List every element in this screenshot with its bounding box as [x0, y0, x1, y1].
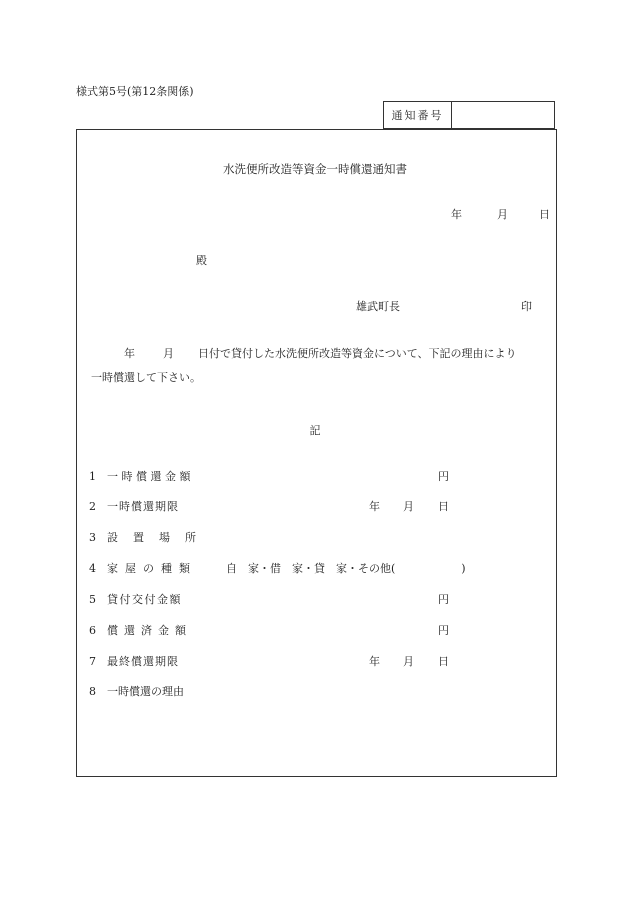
item-number: 7 [89, 655, 96, 668]
item-label: 一時償還期限 [107, 500, 179, 513]
body-year: 年 [124, 347, 135, 360]
item-label: 償還済金額 [107, 624, 192, 637]
item-number: 6 [89, 624, 96, 637]
item-day: 日 [438, 500, 449, 513]
body-line-2: 一時償還して下さい。 [91, 371, 201, 384]
item-number: 3 [89, 531, 96, 544]
seal-mark: 印 [521, 300, 532, 313]
notice-number-field[interactable] [452, 102, 554, 128]
item-number: 1 [89, 470, 96, 483]
form-number-label: 様式第5号(第12条関係) [76, 85, 194, 98]
ki-heading: 記 [309, 424, 321, 437]
item-yen: 円 [438, 593, 449, 606]
notice-number-box [383, 101, 555, 129]
item-label: 家屋の種類 [107, 562, 197, 575]
document-title: 水洗便所改造等資金一時償還通知書 [223, 162, 407, 176]
item-month: 月 [403, 500, 414, 513]
item-yen: 円 [438, 470, 449, 483]
body-month: 月 [163, 347, 174, 360]
item-number: 4 [89, 562, 96, 575]
body-text: 日付で貸付した水洗便所改造等資金について、下記の理由により [198, 347, 517, 360]
item-yen: 円 [438, 624, 449, 637]
item-label: 一時償還の理由 [107, 685, 184, 698]
item-number: 8 [89, 685, 96, 698]
document-frame [76, 129, 557, 777]
issue-date-year: 年 [451, 208, 462, 221]
body-line-1 [124, 348, 517, 359]
item-year: 年 [369, 500, 380, 513]
item-label: 最終償還期限 [107, 655, 179, 668]
item-label: 設置場所 [107, 531, 211, 544]
item-label: 貸付交付金額 [107, 593, 182, 606]
issue-date-month: 月 [497, 208, 508, 221]
notice-number-label: 通知番号 [384, 102, 452, 128]
item-label: 一時償還金額 [107, 470, 194, 483]
item-number: 2 [89, 500, 96, 513]
issuer-name: 雄武町長 [356, 300, 400, 313]
item-month: 月 [403, 655, 414, 668]
issue-date [451, 209, 550, 220]
item-year: 年 [369, 655, 380, 668]
item-day: 日 [438, 655, 449, 668]
item-number: 5 [89, 593, 96, 606]
house-type-options: 自 家・借 家・貸 家・その他( ) [226, 562, 466, 575]
addressee-suffix: 殿 [196, 254, 207, 267]
issue-date-day: 日 [539, 208, 550, 221]
